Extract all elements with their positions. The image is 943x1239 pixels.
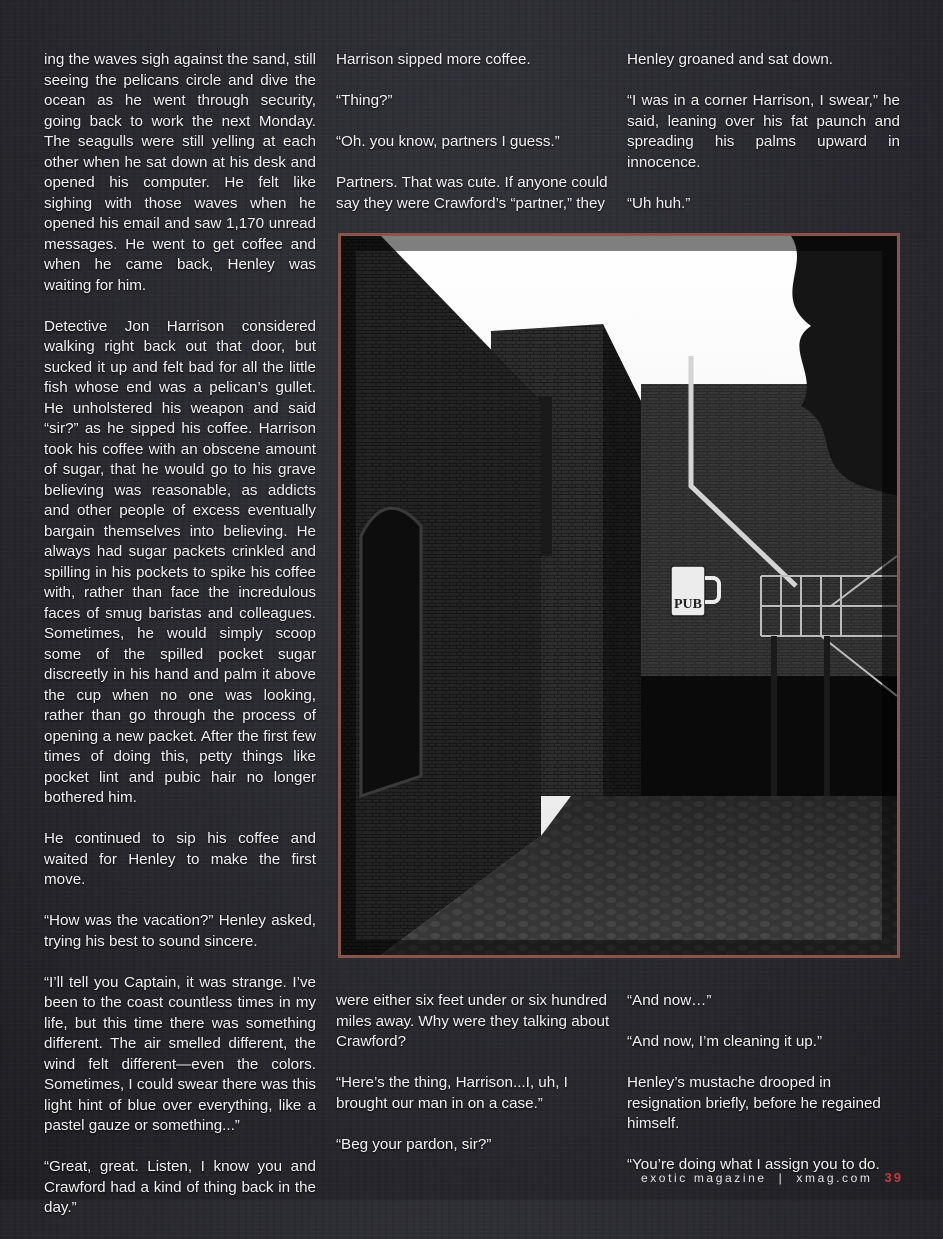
alley-photo-illustration [341, 236, 897, 955]
article-column-2-top [336, 50, 610, 235]
article-column-2-bottom [336, 991, 610, 1176]
page-number: 39 [884, 1170, 903, 1185]
paragraph: “I was in a corner Harrison, I swear,” he said, leaning over his fat paunch and spreading his palms upward in innocence. [627, 92, 900, 171]
paragraph: ing the waves sigh against the sand, still seeing the pelicans circle and dive the ocean as he went through security, going back to work the next Monday. The seagulls were still yelling at each other when he sat down at his desk and opened his computer. He felt like sighing with those waves when he opened his email and saw 1,170 unread messages. He went to get coffee and when he came back, Henley was waiting for him. [44, 51, 316, 294]
paragraph: Henley groaned and sat down. [627, 51, 834, 68]
footer-separator: | [778, 1171, 785, 1185]
paragraph: “You’re doing what I assign you to do. [627, 1156, 880, 1173]
page-footer [641, 1170, 903, 1185]
paragraph: “How was the vacation?” Henley asked, trying his best to sound sincere. [44, 912, 316, 950]
paragraph: Detective Jon Harrison considered walking right back out that door, but sucked it up and felt bad for all the little fish whose end was a pelican’s gullet. He unholstered his weapon and said “sir?” as he sipped his coffee. Harrison took his coffee with an obscene amount of sugar, that he would go to his grave believing was reasonable, as addicts and other people of excess eventually bargain themselves into believing. He always had sugar packets crinkled and spilling in his pockets to spike his coffee with, rather than face the incredulous faces of smug baristas and colleagues. Sometimes, he would simply scoop some of the spilled pocket sugar discreetly in his hand and palm it above the cup when no one was looking, rather than go through the process of opening a new packet. After the first few times of doing this, petty things like pocket lint and pubic hair no longer bothered him. [44, 317, 316, 806]
svg-text:PUB: PUB [674, 597, 702, 612]
article-column-1 [44, 50, 316, 1239]
article-column-3-top [627, 50, 900, 235]
paragraph: Harrison sipped more coffee. [336, 51, 531, 68]
paragraph: “And now…” [627, 992, 712, 1009]
paragraph: Henley’s mustache drooped in resignation briefly, before he regained himself. [627, 1074, 881, 1132]
paragraph: were either six feet under or six hundred miles away. Why were they talking about Crawford? [336, 992, 610, 1050]
paragraph: He continued to sip his coffee and waited for Henley to make the first move. [44, 830, 316, 888]
alley-photo [338, 233, 900, 958]
paragraph: Partners. That was cute. If anyone could say they were Crawford’s “partner,” they [336, 174, 608, 212]
paragraph: “Thing?” [336, 92, 393, 109]
paragraph: “Here’s the thing, Harrison...I, uh, I brought our man in on a case.” [336, 1074, 568, 1112]
paragraph: “Oh. you know, partners I guess.” [336, 133, 560, 150]
paragraph: “Uh huh.” [627, 194, 691, 212]
website-link[interactable]: xmag.com [796, 1171, 873, 1185]
article-column-3-bottom [627, 991, 900, 1196]
paragraph: “And now, I’m cleaning it up.” [627, 1033, 823, 1050]
paragraph: “I’ll tell you Captain, it was strange. I’ve been to the coast countless times in my life, but this time there was something different. The air smelled different, the wind felt different—even the colors. Sometimes, I could swear there was this light hint of blue over everything, like a pastel gauze or something...” [44, 973, 316, 1134]
paragraph: “Great, great. Listen, I know you and Crawford had a kind of thing back in the day.” [44, 1158, 316, 1216]
paragraph: “Beg your pardon, sir?” [336, 1135, 492, 1153]
magazine-name: exotic magazine [640, 1171, 767, 1185]
